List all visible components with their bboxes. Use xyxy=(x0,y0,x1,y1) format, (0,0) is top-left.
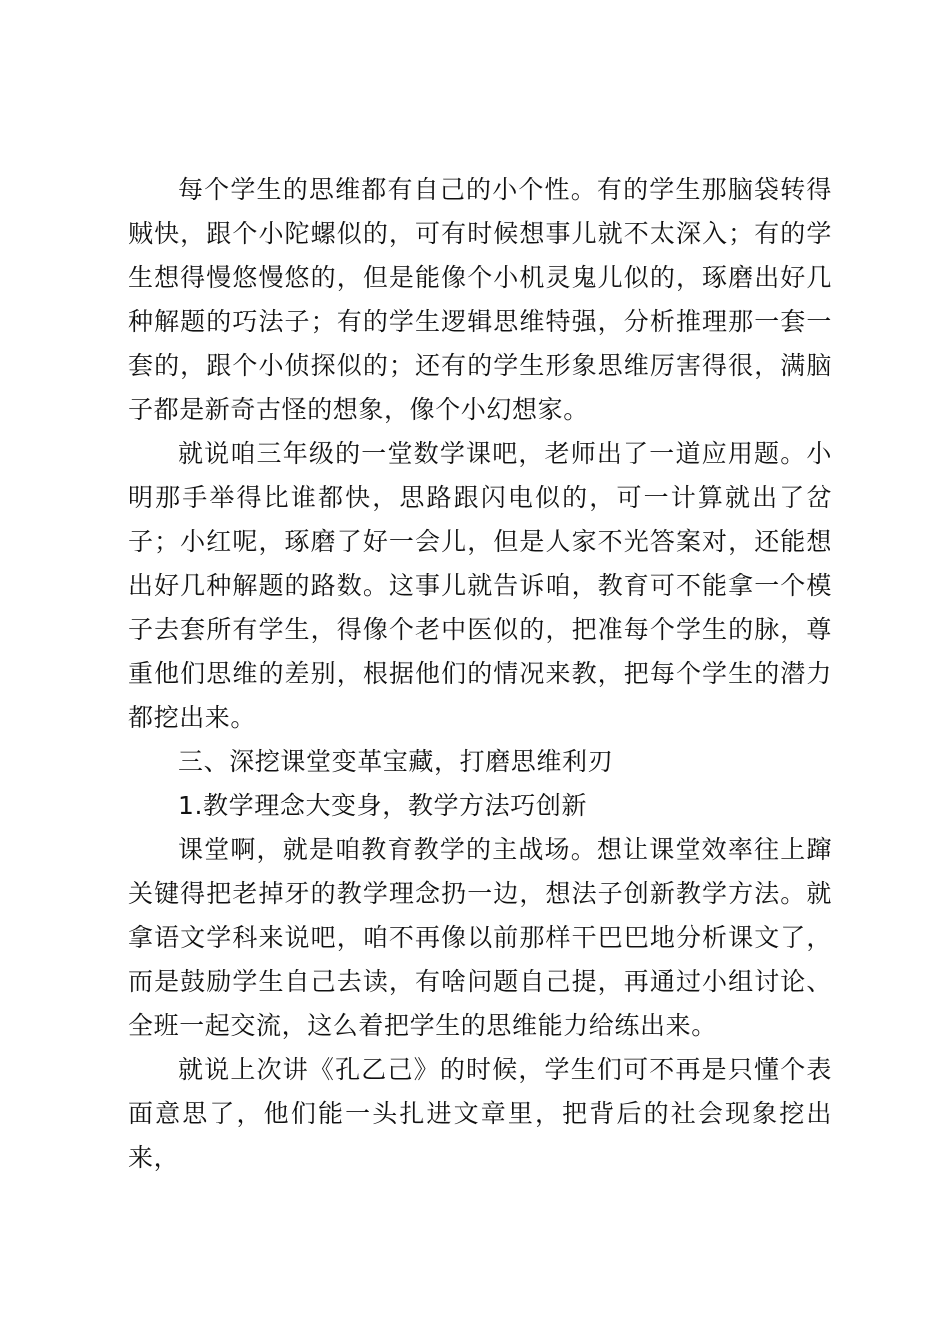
subsection-heading-1: 1.教学理念大变身，教学方法巧创新 xyxy=(178,791,588,820)
document-body xyxy=(128,168,832,1180)
section-heading-3: 三、深挖课堂变革宝藏，打磨思维利刃 xyxy=(178,747,614,776)
paragraph-kong-yiji-example: 就说上次讲《孔乙己》的时候，学生们可不再是只懂个表面意思了，他们能一头扎进文章里，把背后的社会现象挖出来， xyxy=(128,1055,832,1172)
paragraph-math-class-example: 就说咱三年级的一堂数学课吧，老师出了一道应用题。小明那手举得比谁都快，思路跟闪电似的，可一计算就出了岔子；小红呢，琢磨了好一会儿，但是人家不光答案对，还能想出好几种解题的路数。这事儿就告诉咱，教育可不能拿一个模子去套所有学生，得像个老中医似的，把准每个学生的脉，尊重他们思维的差别，根据他们的情况来教，把每个学生的潜力都挖出来。 xyxy=(128,439,832,732)
paragraph-thinking-personality: 每个学生的思维都有自己的小个性。有的学生那脑袋转得贼快，跟个小陀螺似的，可有时候想事儿就不太深入；有的学生想得慢悠慢悠的，但是能像个小机灵鬼儿似的，琢磨出好几种解题的巧法子；有的学生逻辑思维特强，分析推理那一套一套的，跟个小侦探似的；还有的学生形象思维厉害得很，满脑子都是新奇古怪的想象，像个小幻想家。 xyxy=(128,175,832,424)
paragraph-classroom-reform: 课堂啊，就是咱教育教学的主战场。想让课堂效率往上蹿关键得把老掉牙的教学理念扔一边，想法子创新教学方法。就拿语文学科来说吧，咱不再像以前那样干巴巴地分析课文了，而是鼓励学生自己去读，有啥问题自己提，再通过小组讨论、全班一起交流，这么着把学生的思维能力给练出来。 xyxy=(128,835,832,1040)
